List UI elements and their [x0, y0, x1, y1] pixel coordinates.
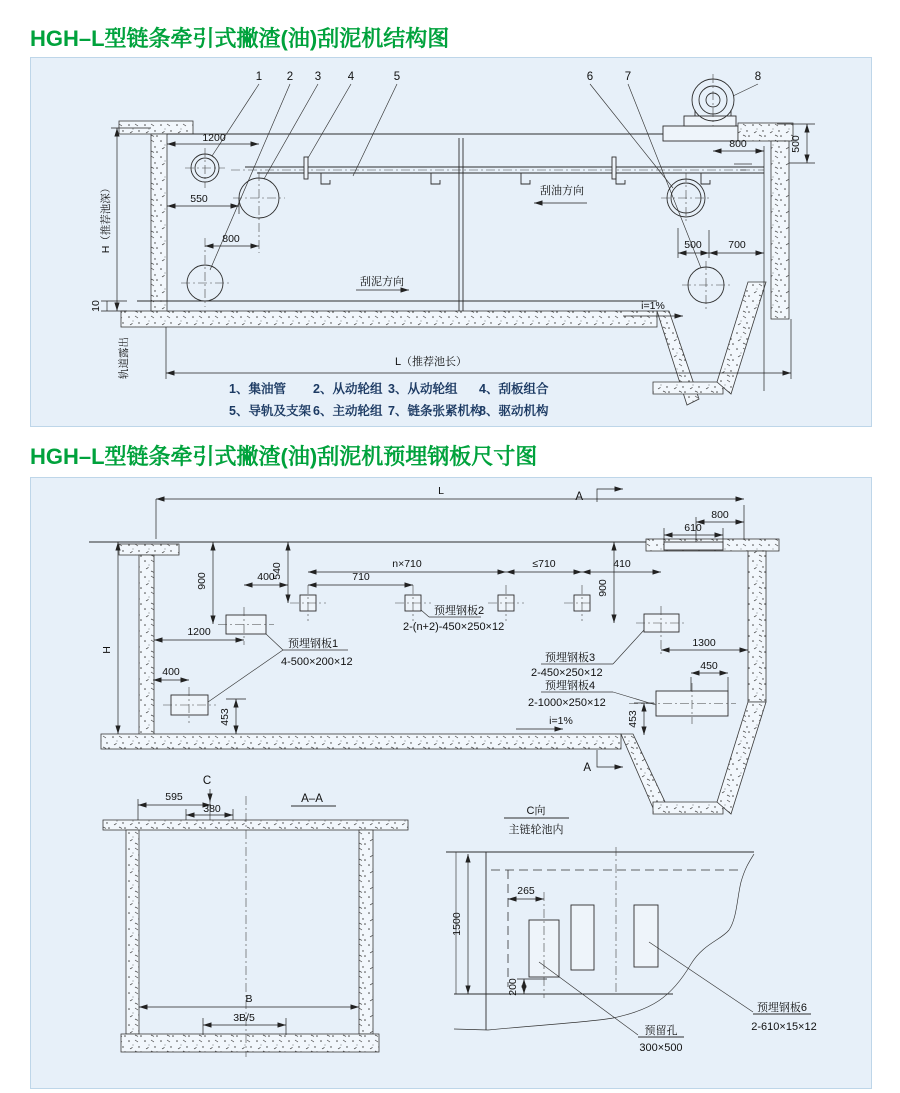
view-C-sublabel: 主链轮池内 — [508, 824, 564, 836]
section-AA — [103, 775, 408, 1057]
plate4-right — [629, 683, 736, 724]
section-C-label: C — [202, 775, 212, 787]
dim-540: 540 — [271, 562, 283, 580]
dim-le710: ≤710 — [532, 558, 556, 570]
dim-450: 450 — [700, 660, 718, 672]
plate6-label: 预埋钢板6 — [756, 1002, 808, 1014]
hopper-left-slope — [621, 734, 665, 808]
dim-800-right: 800 — [729, 138, 747, 150]
dim-slope: i=1% — [549, 715, 573, 727]
pool-structure-plan — [89, 539, 779, 814]
dimensions — [90, 124, 815, 391]
dim-550: 550 — [190, 193, 208, 205]
plate4-spec: 2-1000×250×12 — [528, 697, 606, 709]
section-A-top-label: A — [575, 491, 583, 503]
dim-595: 595 — [165, 791, 183, 803]
plate4-label: 预埋钢板4 — [545, 680, 596, 692]
right-wall — [748, 551, 766, 702]
dim-1200: 1200 — [187, 626, 211, 638]
dim-L: L — [438, 485, 444, 497]
ground-band — [103, 820, 408, 830]
part-number-4: 4 — [347, 71, 355, 83]
structure-diagram-panel — [30, 57, 872, 427]
legend-item-6: 6、主动轮组 — [313, 404, 383, 418]
plate1-upper — [218, 607, 274, 645]
dim-800: 800 — [711, 509, 729, 521]
tensioner-pin-mid — [612, 157, 616, 179]
leader-lines — [210, 84, 758, 270]
plate-labels — [208, 603, 656, 709]
legend-item-5: 5、导轨及支架 — [229, 404, 311, 418]
pool-floor — [121, 311, 657, 327]
dim-380: 380 — [203, 803, 221, 815]
part-number-3: 3 — [314, 71, 322, 83]
plate3-spec: 2-450×250×12 — [531, 667, 603, 679]
dim-1300: 1300 — [692, 637, 716, 649]
part-number-7: 7 — [624, 71, 632, 83]
view-C-label: C向 — [526, 805, 546, 817]
dim-10: 10 — [90, 300, 102, 312]
dim-400: 400 — [257, 571, 275, 583]
hopper-bottom — [653, 802, 723, 814]
dim-900-left: 900 — [196, 572, 208, 590]
plate2-label: 预埋钢板2 — [434, 605, 485, 617]
left-ledge — [119, 544, 179, 555]
left-wall-section — [126, 830, 139, 1034]
section-AA-label: A–A — [301, 793, 323, 805]
embedded-plate-diagram — [31, 478, 871, 1088]
dim-200: 200 — [507, 978, 519, 996]
oil-collect-pipe — [185, 148, 225, 188]
scraper-brackets — [321, 173, 710, 184]
dim-500-vertical: 500 — [790, 135, 802, 153]
hopper-right-slope — [717, 702, 766, 814]
dim-265: 265 — [517, 885, 535, 897]
right-wall — [771, 141, 789, 319]
plate2-spec: 2-(n+2)-450×250×12 — [403, 621, 505, 633]
legend-item-7: 7、链条张紧机构 — [388, 404, 483, 418]
dim-slope: i=1% — [641, 300, 665, 312]
legend — [229, 381, 549, 418]
part-number-1: 1 — [255, 71, 263, 83]
plate3-label: 预埋钢板3 — [545, 652, 596, 664]
dim-1500: 1500 — [451, 912, 463, 936]
embedded-plate-diagram-title: HGH–L型链条牵引式撇渣(油)刮泥机预埋钢板尺寸图 — [30, 444, 538, 469]
tensioner-pin-left — [304, 157, 308, 179]
label-rail-exposed: 轨道露出 — [118, 337, 130, 379]
left-wall — [139, 555, 154, 737]
dim-453-left: 453 — [219, 708, 231, 726]
part-number-6: 6 — [586, 71, 594, 83]
plate1-spec: 4-500×200×12 — [281, 656, 353, 668]
embedded-plate-diagram-panel — [30, 477, 872, 1089]
dim-400-bottom: 400 — [162, 666, 180, 678]
driven-wheel-lower — [181, 238, 229, 307]
structure-diagram-title: HGH–L型链条牵引式撇渣(油)刮泥机结构图 — [30, 26, 450, 51]
driven-wheel-upper — [233, 172, 285, 253]
part-number-8: 8 — [754, 71, 762, 83]
reserved-hole-label: 预留孔 — [644, 1025, 678, 1037]
bottom-slab — [121, 1034, 379, 1052]
structure-diagram — [31, 58, 871, 426]
dim-H: H — [101, 646, 113, 654]
part-number-5: 5 — [393, 71, 401, 83]
label-oil-scrape-direction: 刮油方向 — [540, 185, 584, 197]
pool-floor — [101, 734, 621, 749]
legend-item-2: 2、从动轮组 — [313, 382, 383, 396]
label-mud-scrape-direction: 刮泥方向 — [360, 276, 404, 288]
legend-item-3: 3、从动轮组 — [388, 382, 458, 396]
plate1-lower — [163, 687, 216, 723]
section-A-bottom-marker — [597, 750, 623, 767]
reserved-hole-spec: 300×500 — [639, 1042, 683, 1054]
direction-labels — [356, 183, 587, 290]
dim-n710: n×710 — [392, 558, 422, 570]
section-A-top-marker — [597, 489, 623, 502]
plate1-label: 预埋钢板1 — [288, 638, 339, 650]
plate6-spec: 2-610×15×12 — [751, 1021, 817, 1033]
legend-item-1: 1、集油管 — [229, 382, 286, 396]
dim-800-left: 800 — [222, 233, 240, 245]
left-ledge — [119, 121, 193, 134]
dim-H-depth: H（推荐池深） — [100, 182, 112, 254]
section-A-bottom-label: A — [583, 762, 591, 774]
dim-610: 610 — [684, 522, 702, 534]
legend-item-4: 4、刮板组合 — [479, 382, 549, 396]
right-wall-section — [359, 830, 373, 1034]
plate6-right — [634, 905, 658, 967]
dim-453-right: 453 — [627, 710, 639, 728]
drive-beam — [663, 126, 738, 141]
dim-710: 710 — [352, 571, 370, 583]
break-line — [488, 854, 754, 1030]
dim-3B5: 3B/5 — [233, 1012, 255, 1024]
dim-500-bottom: 500 — [684, 239, 702, 251]
dim-B: B — [245, 993, 253, 1005]
legend-item-8: 8、驱动机构 — [479, 404, 549, 418]
dim-900-right: 900 — [597, 579, 609, 597]
drive-wheel — [661, 173, 711, 223]
view-C — [446, 803, 817, 1054]
part-number-2: 2 — [286, 71, 294, 83]
dim-410: 410 — [613, 558, 631, 570]
drive-base-plate — [664, 542, 723, 550]
hopper-wheel — [682, 261, 730, 309]
hopper-right-slope — [717, 282, 766, 394]
hopper-bottom — [653, 382, 723, 394]
label-pool-length: L（推荐池长） — [394, 356, 468, 368]
plate6-left — [571, 905, 594, 970]
dim-1200: 1200 — [202, 132, 226, 144]
part-callouts — [210, 71, 761, 270]
dim-700: 700 — [728, 239, 746, 251]
left-wall — [151, 134, 167, 313]
